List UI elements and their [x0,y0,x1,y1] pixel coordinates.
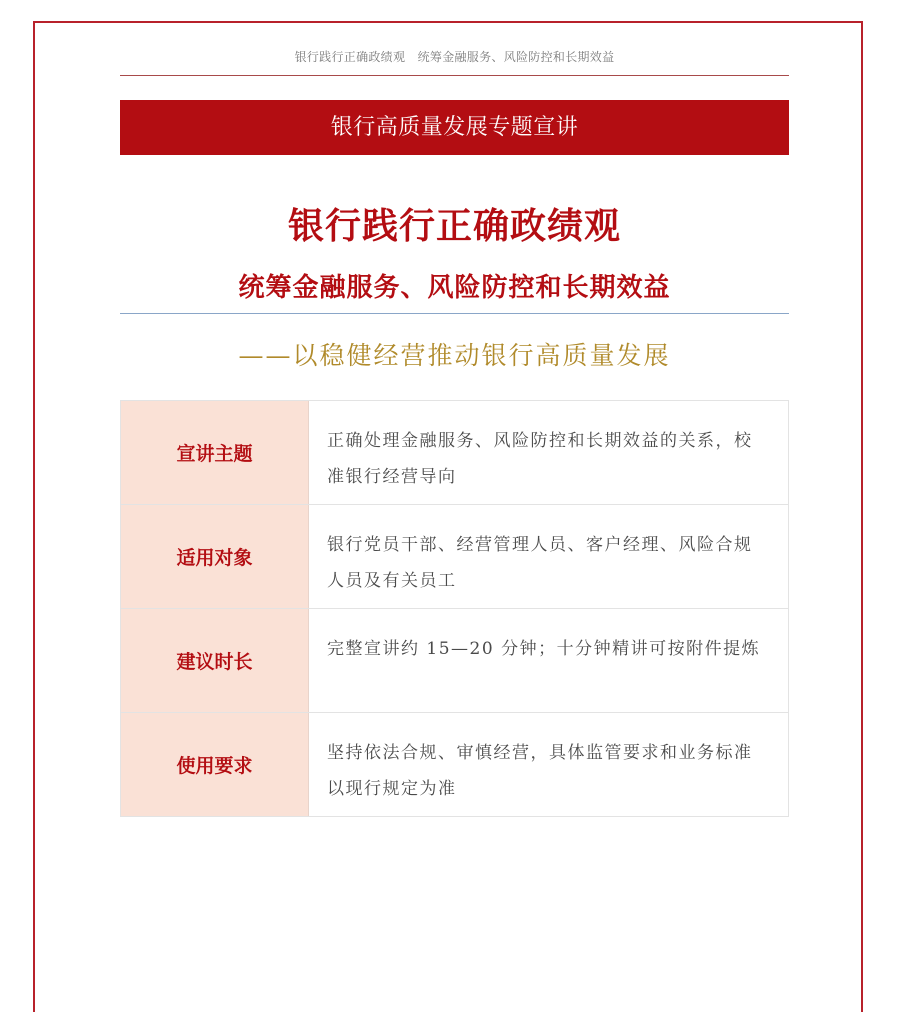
document-title: 银行践行正确政绩观 [287,206,621,247]
title-divider [120,313,789,314]
document-tagline: ——以稳健经营推动银行高质量发展 [238,341,671,370]
info-table [120,400,789,817]
info-row-requirements [120,713,789,817]
info-label: 建议时长 [121,609,309,712]
info-row-topic [120,401,789,505]
info-value: 完整宣讲约 15—20 分钟；十分钟精讲可按附件提炼 [327,639,761,659]
info-value: 坚持依法合规、审慎经营，具体监管要求和业务标准以现行规定为准 [327,743,753,799]
info-label: 使用要求 [121,713,309,816]
info-label: 宣讲主题 [121,401,309,504]
header-divider [120,75,789,76]
topic-banner: 银行高质量发展专题宣讲 [120,100,789,155]
info-row-audience [120,505,789,609]
running-header: 银行践行正确政绩观 统筹金融服务、风险防控和长期效益 [294,50,615,64]
info-value: 正确处理金融服务、风险防控和长期效益的关系，校准银行经营导向 [327,431,753,487]
info-value: 银行党员干部、经营管理人员、客户经理、风险合规人员及有关员工 [327,535,753,591]
document-subtitle: 统筹金融服务、风险防控和长期效益 [238,273,671,303]
info-label: 适用对象 [121,505,309,608]
info-row-duration [120,609,789,713]
